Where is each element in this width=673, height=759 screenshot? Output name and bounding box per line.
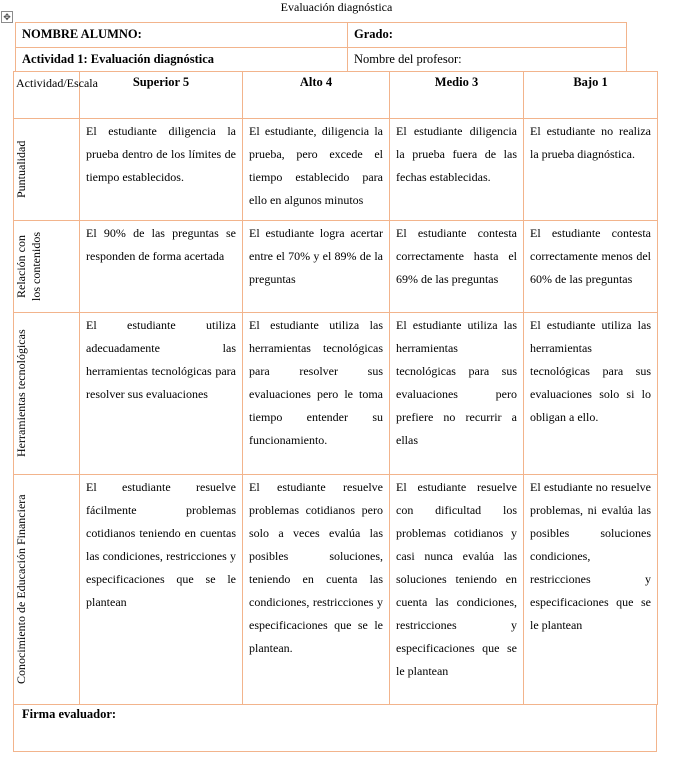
rubric-row-puntualidad: [14, 119, 658, 221]
level-header-alto: Alto 4: [243, 72, 390, 119]
criterion-label: Relación con los contenidos: [14, 232, 43, 301]
rubric-row-herramientas: [14, 313, 658, 475]
move-handle-icon[interactable]: ✥: [1, 11, 13, 23]
rubric-cell: El estudiante resuelve con dificultad los problemas cotidianos y casi nunca evalúa las soluciones teniendo en cuenta las condiciones, restricciones y especificaciones que se le plantean: [390, 475, 524, 705]
rubric-cell: El estudiante utiliza las herramientas tecnológicas para sus evaluaciones solo si lo obligan a ello.: [524, 313, 658, 475]
level-header-medio: Medio 3: [390, 72, 524, 119]
rubric-cell: El estudiante resuelve problemas cotidianos pero solo a veces evalúa las posibles soluciones, teniendo en cuenta las condiciones, restricciones y especificaciones que se le plantean.: [243, 475, 390, 705]
rubric-row-educacion-financiera: [14, 475, 658, 705]
level-header-superior: Superior 5: [80, 72, 243, 119]
level-header-bajo: Bajo 1: [524, 72, 658, 119]
criterion-cell: [14, 475, 80, 705]
rubric-cell: El estudiante utiliza las herramientas tecnológicas para resolver sus evaluaciones pero le toma tiempo entender su funcionamiento.: [243, 313, 390, 475]
teacher-name-label: Nombre del profesor:: [347, 47, 627, 72]
criterion-label: Conocimiento de Educación Financiera: [14, 494, 28, 685]
criterion-cell: [14, 313, 80, 475]
criterion-label: Herramientas tecnológicas: [14, 329, 28, 458]
document-title: Evaluación diagnóstica: [280, 0, 393, 14]
rubric-cell: El estudiante contesta correctamente menos del 60% de las preguntas: [524, 221, 658, 313]
rubric-cell: El estudiante resuelve fácilmente problemas cotidianos teniendo en cuentas las condiciones, restricciones y especificaciones que se le plantean: [80, 475, 243, 705]
rubric-cell: El estudiante utiliza adecuadamente las herramientas tecnológicas para resolver sus evaluaciones: [80, 313, 243, 475]
rubric-cell: El estudiante contesta correctamente hasta el 69% de las preguntas: [390, 221, 524, 313]
rubric-cell: El estudiante no resuelve problemas, ni evalúa las posibles soluciones condiciones, restricciones y especificaciones que se le plantean: [524, 475, 658, 705]
rubric-header-row: [14, 72, 658, 119]
rubric-cell: El 90% de las preguntas se responden de forma acertada: [80, 221, 243, 313]
rubric-table: [13, 71, 658, 705]
rubric-corner-cell: Actividad/Escala: [14, 72, 80, 119]
criterion-cell: [14, 221, 80, 313]
criterion-cell: [14, 119, 80, 221]
rubric-cell: El estudiante diligencia la prueba dentro de los límites de tiempo establecidos.: [80, 119, 243, 221]
activity-label: Actividad 1: Evaluación diagnóstica: [15, 47, 348, 72]
rubric-cell: El estudiante no realiza la prueba diagnóstica.: [524, 119, 658, 221]
criterion-label: Puntualidad: [14, 140, 28, 199]
student-name-label: NOMBRE ALUMNO:: [15, 22, 348, 48]
rubric-cell: El estudiante, diligencia la prueba, pero excede el tiempo establecido para ello en algunos minutos: [243, 119, 390, 221]
rubric-row-contenidos: [14, 221, 658, 313]
evaluator-signature-label: Firma evaluador:: [13, 704, 657, 752]
rubric-cell: El estudiante logra acertar entre el 70% y el 89% de la preguntas: [243, 221, 390, 313]
rubric-cell: El estudiante diligencia la prueba fuera de las fechas establecidas.: [390, 119, 524, 221]
grade-label: Grado:: [347, 22, 627, 48]
rubric-cell: El estudiante utiliza las herramientas tecnológicas para sus evaluaciones pero prefiere no recurrir a ellas: [390, 313, 524, 475]
